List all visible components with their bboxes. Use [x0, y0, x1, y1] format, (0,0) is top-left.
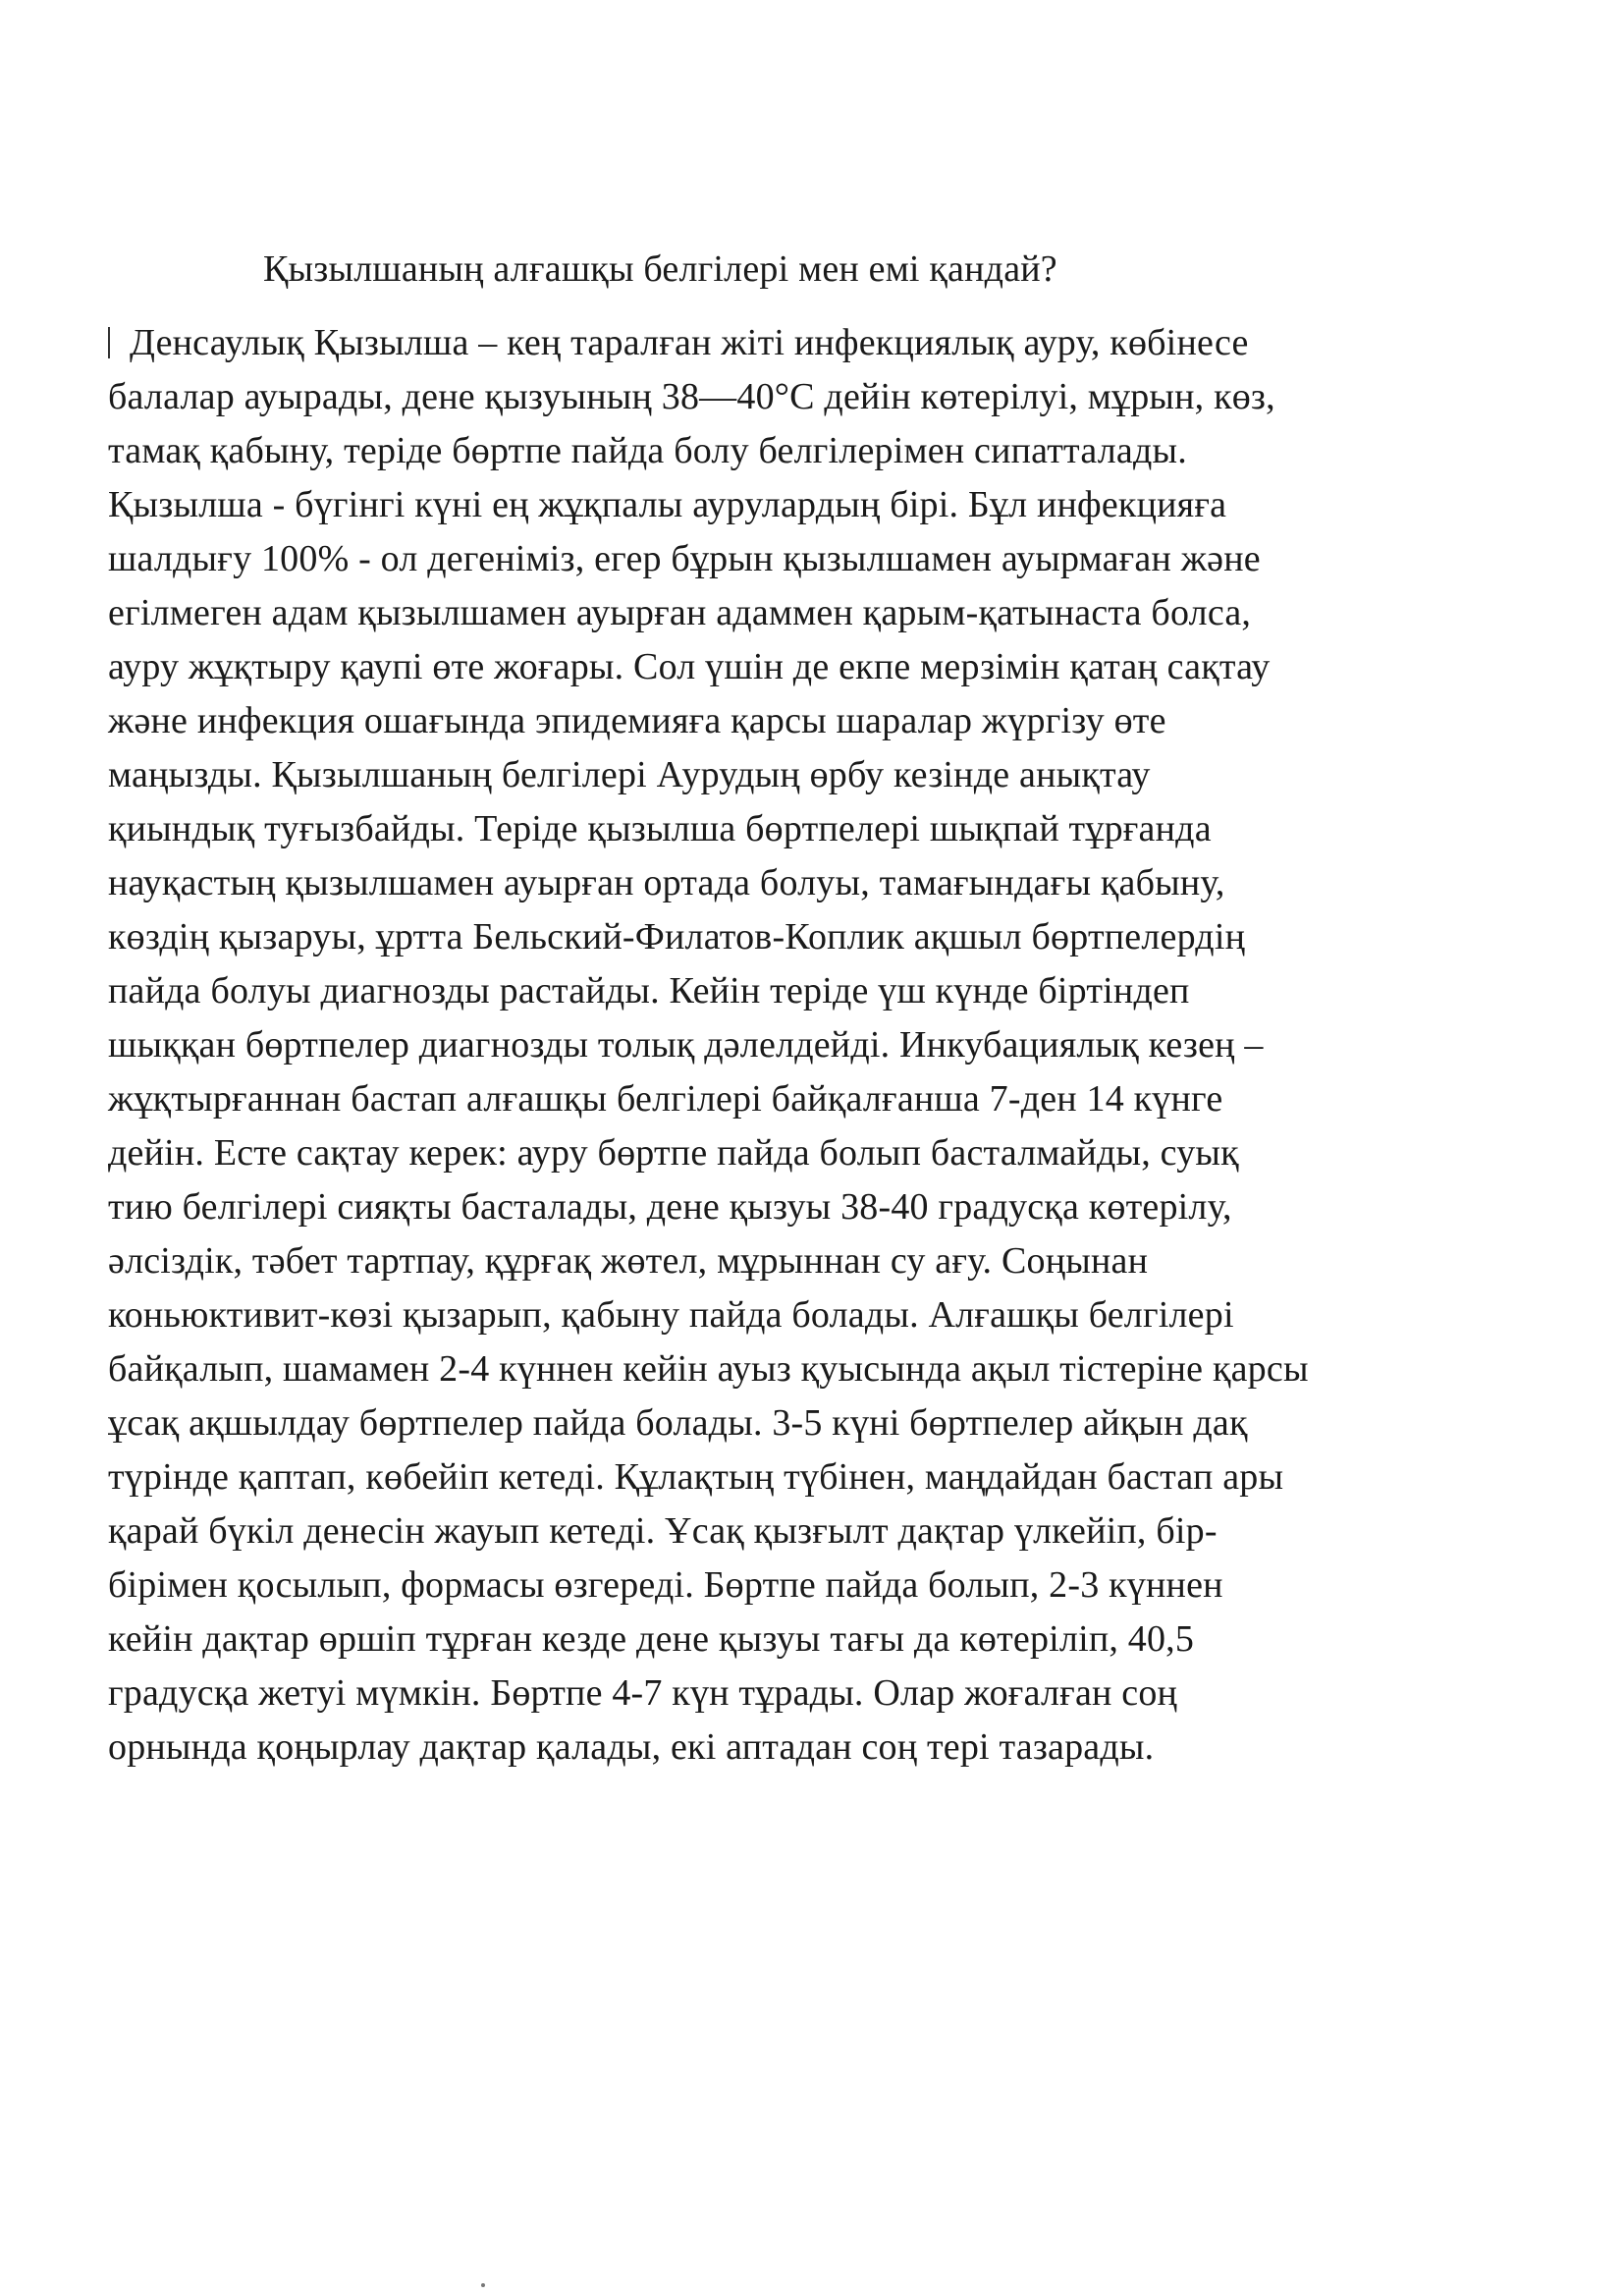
- body-line: қарай бүкіл денесін жауып кетеді. Ұсақ қызғылт дақтар үлкейіп, бір-: [108, 1510, 1218, 1552]
- body-line: әлсіздік, тәбет тартпау, құрғақ жөтел, мұрыннан су ағу. Соңынан: [108, 1240, 1149, 1282]
- body-line: ауру жұқтыру қаупі өте жоғары. Сол үшін де екпе мерзімін қатаң сақтау: [108, 646, 1271, 687]
- body-line: және инфекция ошағында эпидемияға қарсы шаралар жүргізу өте: [108, 700, 1166, 741]
- body-line: градусқа жетуі мүмкін. Бөртпе 4-7 күн тұрады. Олар жоғалған соң: [108, 1672, 1178, 1714]
- body-line: Қызылша - бүгінгі күні ең жұқпалы аурулардың бірі. Бұл инфекцияға: [108, 484, 1227, 525]
- body-line: кейін дақтар өршіп тұрған кезде дене қызуы тағы да көтеріліп, 40,5: [108, 1618, 1195, 1660]
- body-line: тамақ қабыну, теріде бөртпе пайда болу белгілерімен сипатталады.: [108, 430, 1187, 471]
- body-line: қиындық туғызбайды. Теріде қызылша бөртпелері шықпай тұрғанда: [108, 808, 1212, 849]
- body-line: ұсақ ақшылдау бөртпелер пайда болады. 3-5 күні бөртпелер айқын дақ: [108, 1402, 1248, 1444]
- body-line: шыққан бөртпелер диагнозды толық дәлелдейді. Инкубациялық кезең –: [108, 1024, 1264, 1066]
- body-line: [108, 316, 1542, 370]
- body-line-text: Денсаулық Қызылша – кең таралған жіті инфекциялық ауру, көбінесе: [130, 322, 1249, 363]
- body-line: коньюктивит-көзі қызарып, қабыну пайда болады. Алғашқы белгілері: [108, 1294, 1234, 1336]
- body-line: шалдығу 100% - ол дегеніміз, егер бұрын қызылшамен ауырмаған және: [108, 538, 1261, 579]
- body-line: науқастың қызылшамен ауырған ортада болуы, тамағындағы қабыну,: [108, 862, 1225, 903]
- body-line: балалар ауырады, дене қызуының 38—40°С дейін көтерілуі, мұрын, көз,: [108, 376, 1275, 417]
- body-line: түрінде қаптап, көбейіп кетеді. Құлақтың түбінен, маңдайдан бастап ары: [108, 1456, 1284, 1498]
- body-line: көздің қызаруы, ұртта Бельский-Филатов-Коплик ақшыл бөртпелердің: [108, 916, 1246, 957]
- body-line: тию белгілері сияқты басталады, дене қызуы 38-40 градусқа көтерілу,: [108, 1186, 1232, 1228]
- document-body: [108, 316, 1542, 1775]
- body-line: орнында қоңырлау дақтар қалады, екі аптадан соң тері тазарады.: [108, 1726, 1155, 1768]
- margin-mark: [108, 327, 110, 358]
- body-line: дейін. Есте сақтау керек: ауру бөртпе пайда болып басталмайды, суық: [108, 1132, 1239, 1174]
- body-line: бірімен қосылып, формасы өзгереді. Бөртпе пайда болып, 2-3 күннен: [108, 1564, 1223, 1606]
- body-line: байқалып, шамамен 2-4 күннен кейін ауыз қуысында ақыл тістеріне қарсы: [108, 1348, 1309, 1390]
- body-line: пайда болуы диагнозды растайды. Кейін теріде үш күнде біртіндеп: [108, 970, 1190, 1011]
- scan-speck: [481, 2283, 485, 2287]
- document-title: Қызылшаның алғашқы белгілері мен емі қандай?: [263, 248, 1057, 290]
- body-line: маңызды. Қызылшаның белгілері Аурудың өрбу кезінде анықтау: [108, 754, 1151, 795]
- body-line: жұқтырғаннан бастап алғашқы белгілері байқалғанша 7-ден 14 күнге: [108, 1078, 1223, 1120]
- body-line: егілмеген адам қызылшамен ауырған адаммен қарым-қатынаста болса,: [108, 592, 1252, 633]
